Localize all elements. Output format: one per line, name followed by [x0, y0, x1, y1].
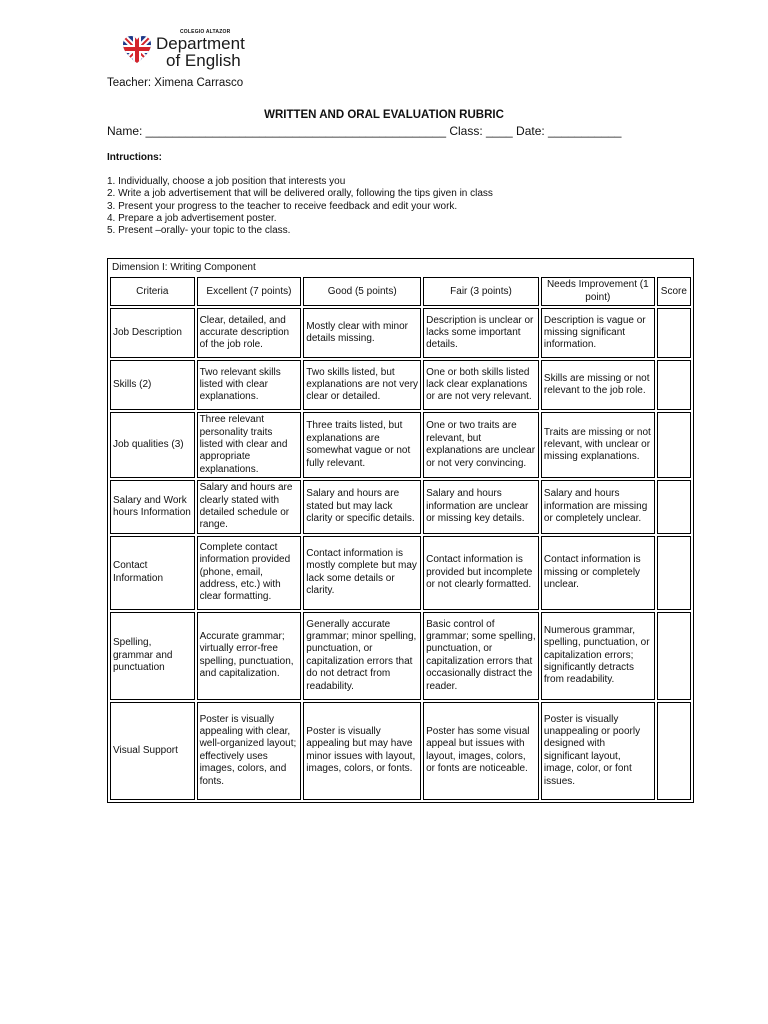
table-row — [110, 702, 691, 800]
table-row — [110, 536, 691, 610]
table-row — [110, 480, 691, 534]
criteria-cell: Skills (2) — [110, 360, 195, 410]
name-class-date-line: Name: _____________________________________________ Class: ____ Date: ___________ — [107, 124, 622, 138]
page-title: WRITTEN AND ORAL EVALUATION RUBRIC — [264, 109, 504, 121]
good-cell: Poster is visually appealing but may have minor issues with layout, images, colors, or fonts. — [303, 702, 421, 800]
header-excellent: Excellent (7 points) — [197, 277, 302, 306]
needs-improvement-cell: Description is vague or missing significant information. — [541, 308, 655, 358]
union-jack-heart-icon — [122, 35, 152, 65]
needs-improvement-cell: Numerous grammar, spelling, punctuation, or capitalization errors; significantly detracts from readability. — [541, 612, 655, 700]
good-cell: Contact information is mostly complete but may lack some details or clarity. — [303, 536, 421, 610]
score-cell[interactable] — [657, 612, 691, 700]
department-name-line2: of English — [166, 51, 241, 70]
score-cell[interactable] — [657, 412, 691, 478]
school-name: COLEGIO ALTAZOR — [180, 29, 231, 35]
fair-cell: One or both skills listed lack clear explanations or are not very relevant. — [423, 360, 539, 410]
good-cell: Three traits listed, but explanations are somewhat vague or not fully relevant. — [303, 412, 421, 478]
fair-cell: One or two traits are relevant, but explanations are unclear or not very convincing. — [423, 412, 539, 478]
department-logo — [122, 30, 245, 69]
criteria-cell: Contact Information — [110, 536, 195, 610]
header-score: Score — [657, 277, 691, 306]
fair-cell: Salary and hours information are unclear or missing key details. — [423, 480, 539, 534]
score-cell[interactable] — [657, 536, 691, 610]
instruction-item: 4. Prepare a job advertisement poster. — [107, 212, 277, 224]
teacher-name: Teacher: Ximena Carrasco — [107, 77, 244, 89]
score-cell[interactable] — [657, 308, 691, 358]
good-cell: Generally accurate grammar; minor spelling, punctuation, or capitalization errors that do not detract from readability. — [303, 612, 421, 700]
instruction-item: 1. Individually, choose a job position that interests you — [107, 176, 346, 187]
header-fair: Fair (3 points) — [423, 277, 539, 306]
fair-cell: Description is unclear or lacks some important details. — [423, 308, 539, 358]
table-row — [110, 612, 691, 700]
fair-cell: Poster has some visual appeal but issues with layout, images, colors, or fonts are noticeable. — [423, 702, 539, 800]
excellent-cell: Clear, detailed, and accurate description of the job role. — [197, 308, 302, 358]
dimension-label: Dimension I: Writing Component — [112, 262, 256, 273]
good-cell: Salary and hours are stated but may lack clarity or specific details. — [303, 480, 421, 534]
header-criteria: Criteria — [110, 277, 195, 306]
needs-improvement-cell: Salary and hours information are missing or completely unclear. — [541, 480, 655, 534]
score-cell[interactable] — [657, 360, 691, 410]
dimension-row — [110, 261, 691, 275]
criteria-cell: Job qualities (3) — [110, 412, 195, 478]
fair-cell: Contact information is provided but incomplete or not clearly formatted. — [423, 536, 539, 610]
excellent-cell: Three relevant personality traits listed with clear and appropriate explanations. — [197, 412, 302, 478]
excellent-cell: Complete contact information provided (phone, email, address, etc.) with clear formatting. — [197, 536, 302, 610]
excellent-cell: Two relevant skills listed with clear explanations. — [197, 360, 302, 410]
table-row — [110, 412, 691, 478]
criteria-cell: Job Description — [110, 308, 195, 358]
excellent-cell: Accurate grammar; virtually error-free spelling, punctuation, and capitalization. — [197, 612, 302, 700]
needs-improvement-cell: Contact information is missing or completely unclear. — [541, 536, 655, 610]
header-row — [110, 277, 691, 306]
instruction-item: 5. Present –orally- your topic to the class. — [107, 225, 291, 237]
instructions-heading: Intructions: — [107, 152, 162, 163]
department-name-line1: Department — [156, 34, 245, 53]
criteria-cell: Visual Support — [110, 702, 195, 800]
table-row — [110, 360, 691, 410]
instruction-item: 2. Write a job advertisement that will be delivered orally, following the tips given in class — [107, 188, 493, 200]
score-cell[interactable] — [657, 702, 691, 800]
header-needs-improvement: Needs Improvement (1 point) — [541, 277, 655, 306]
header-good: Good (5 points) — [303, 277, 421, 306]
needs-improvement-cell: Poster is visually unappealing or poorly designed with significant layout, image, color, or font issues. — [541, 702, 655, 800]
instruction-item: 3. Present your progress to the teacher to receive feedback and edit your work. — [107, 200, 458, 212]
excellent-cell: Salary and hours are clearly stated with detailed schedule or range. — [197, 480, 302, 534]
good-cell: Mostly clear with minor details missing. — [303, 308, 421, 358]
good-cell: Two skills listed, but explanations are not very clear or detailed. — [303, 360, 421, 410]
needs-improvement-cell: Traits are missing or not relevant, with unclear or missing explanations. — [541, 412, 655, 478]
instructions-list — [107, 176, 493, 237]
excellent-cell: Poster is visually appealing with clear, well-organized layout; effectively uses images, colors, and fonts. — [197, 702, 302, 800]
criteria-cell: Spelling, grammar and punctuation — [110, 612, 195, 700]
needs-improvement-cell: Skills are missing or not relevant to the job role. — [541, 360, 655, 410]
table-row — [110, 308, 691, 358]
score-cell[interactable] — [657, 480, 691, 534]
criteria-cell: Salary and Work hours Information — [110, 480, 195, 534]
fair-cell: Basic control of grammar; some spelling, punctuation, or capitalization errors that occasionally distract the reader. — [423, 612, 539, 700]
rubric-table — [107, 258, 694, 803]
